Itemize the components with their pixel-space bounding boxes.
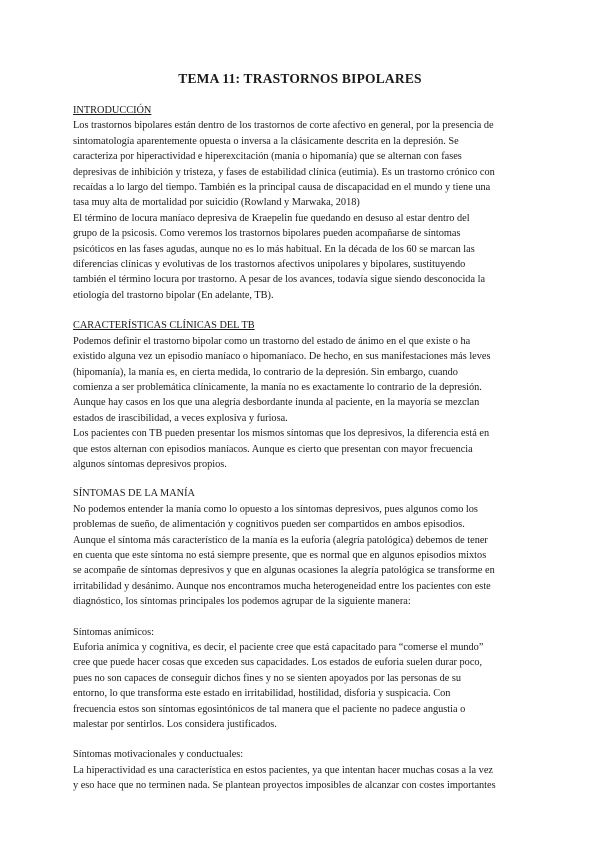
section-heading-sintomas-mania: SÍNTOMAS DE LA MANÍA (73, 488, 195, 500)
paragraph-motivacionales-1 (73, 763, 527, 794)
paragraph-intro-2 (73, 211, 527, 303)
text-line: frecuencia estos son síntomas egosintónicos de tal manera que el paciente no padece angustia o (73, 703, 466, 715)
paragraph-intro-1 (73, 118, 527, 210)
text-line: también el término locura por trastorno. A pesar de los avances, todavía sigue siendo desconocida la (73, 274, 486, 286)
text-line: El término de locura maníaco depresiva de Kraepelin fue quedando en desuso al estar dentro del (73, 212, 470, 224)
text-line: pues no son capaces de conseguir dichos fines y no se sienten apoyados por las personas de su (73, 672, 462, 684)
text-line: psicóticos en las fases agudas, aunque no es lo más habitual. En la década de los 60 se marcan las (73, 243, 475, 255)
text-line: recaídas a lo largo del tiempo. También es la principal causa de discapacidad en el mundo y tiene una (73, 182, 491, 194)
section-heading-introduccion: INTRODUCCIÓN (73, 105, 152, 116)
text-line: existido alguna vez un episodio maníaco o hipomaníaco. De hecho, en sus manifestaciones más leves (73, 351, 491, 363)
section-heading-caracteristicas: CARACTERÍSTICAS CLÍNICAS DEL TB (73, 320, 255, 332)
text-line: (hipomanía), la manía es, en cierta medida, lo contrario de la depresión. Sin embargo, cuando (73, 366, 458, 378)
text-line: irritabilidad y desánimo. Aunque nos encontramos mucha heterogeneidad entre los pacientes con este (73, 580, 491, 592)
text-line: Euforia anímica y cognitiva, es decir, el paciente cree que está capacitado para “comerse el mundo” (73, 642, 484, 653)
text-line: Los trastornos bipolares están dentro de los trastornos de corte afectivo en general, por la presencia de (73, 120, 494, 132)
text-line: sintomatología aparentemente opuesta o inversa a la clásicamente descrita en la depresión. Se (73, 135, 459, 147)
text-line: diagnóstico, los síntomas principales los podemos agrupar de la siguiente manera: (73, 596, 411, 608)
text-line: etiología del trastorno bipolar (En adelante, TB). (73, 289, 274, 301)
text-line: entorno, lo que transforma este estado en irritabilidad, hostilidad, disforia y suspicacia. Con (73, 688, 451, 700)
text-line: La hiperactividad es una característica en estos pacientes, ya que intentan hacer muchas cosas a la vez (73, 764, 493, 776)
text-line: y eso hace que no terminen nada. Se plantean proyectos imposibles de alcanzar con costes importantes (73, 780, 496, 792)
text-line: caracteriza por hiperactividad e hiperexcitación (manía o hipomanía) que se alternan con fases (73, 151, 462, 163)
text-line: diferencias clínicas y evolutivas de los trastornos afectivos unipolares y bipolares, sustituyendo (73, 259, 466, 271)
subheading-sintomas-motivacionales: Síntomas motivacionales y conductuales: (73, 749, 244, 761)
text-line: se acompañe de síntomas depresivos y que en algunas ocasiones la alegría patológica se transforme en (73, 565, 495, 577)
paragraph-clinical-1 (73, 334, 527, 426)
document-body (73, 103, 527, 794)
text-line: cree que puede hacer cosas que exceden sus capacidades. Los estados de euforia suelen durar poco, (73, 657, 483, 669)
text-line: No podemos entender la manía como lo opuesto a los síntomas depresivos, pues algunos como los (73, 503, 478, 515)
paragraph-clinical-2 (73, 426, 527, 472)
page-title: TEMA 11: TRASTORNOS BIPOLARES (178, 71, 422, 86)
paragraph-mania-1 (73, 502, 527, 610)
text-line: algunos síntomas depresivos propios. (73, 458, 227, 470)
text-line: Aunque el síntoma más característico de la manía es la euforia (alegría patológica) debemos de tener (73, 534, 488, 546)
text-line: problemas de sueño, de alimentación y cognitivos pueden ser compartidos en ambos episodios. (73, 519, 465, 531)
subheading-sintomas-animicos: Síntomas anímicos: (73, 626, 154, 638)
text-line: estados de irascibilidad, a veces explosiva y furiosa. (73, 412, 288, 424)
text-line: depresivas de inhibición y tristeza, y fases de estabilidad clínica (eutimia). Es un trastorno crónico con (73, 166, 495, 178)
text-line: en cuenta que este síntoma no está siempre presente, que es normal que en algunos episodios mixtos (73, 549, 487, 561)
text-line: comienza a ser problemática clínicamente, la manía no es exactamente lo contrario de la depresión. (73, 381, 482, 393)
text-line: que estos alternan con episodios maníacos. Aunque es cierto que presentan con mayor frecuencia (73, 443, 473, 455)
text-line: malestar por sentirlos. Los considera justificados. (73, 719, 277, 731)
text-line: grupo de la psicosis. Como veremos los trastornos bipolares pueden acompañarse de síntomas (73, 228, 461, 240)
text-line: Los pacientes con TB pueden presentar los mismos síntomas que los depresivos, la diferencia está en (73, 428, 490, 440)
text-line: tasa muy alta de mortalidad por suicidio (Rowland y Marwaka, 2018) (73, 197, 360, 209)
text-line: Aunque hay casos en los que una alegría desbordante inunda al paciente, en la mayoría se mezclan (73, 397, 480, 409)
text-line: Podemos definir el trastorno bipolar como un trastorno del estado de ánimo en el que existe o ha (73, 335, 471, 347)
paragraph-animicos-1 (73, 640, 527, 732)
